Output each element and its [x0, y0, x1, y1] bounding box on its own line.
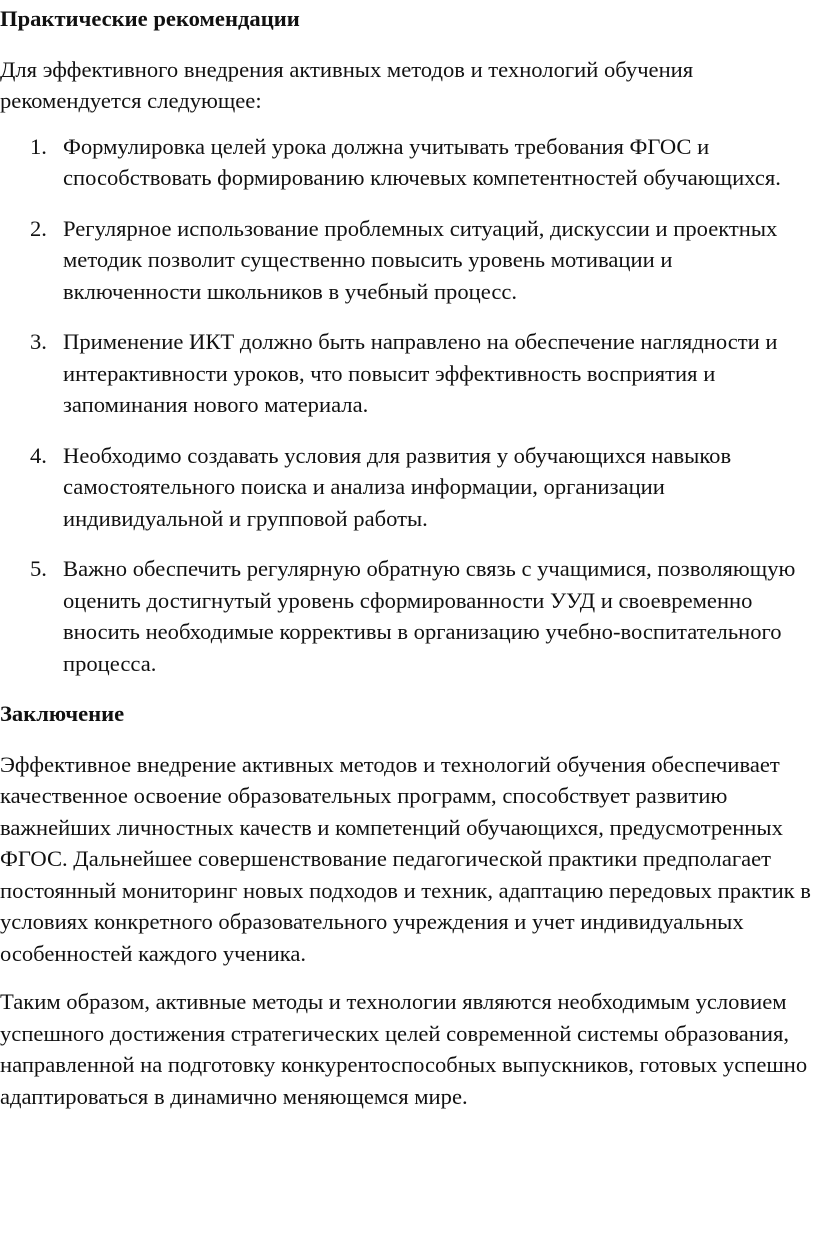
list-item-number: 5. [30, 556, 47, 581]
list-item-text: Применение ИКТ должно быть направлено на обеспечение наглядности и интерактивности уроков, что повысит эффективность восприятия и запоминания нового материала. [63, 329, 778, 417]
list-item-text: Важно обеспечить регулярную обратную связь с учащимися, позволяющую оценить достигнутый уровень сформированности УУД и своевременно вносить необходимые коррективы в организацию учебно-воспитательного процесса. [63, 556, 796, 676]
list-item [0, 553, 816, 679]
list-item-number: 2. [30, 215, 47, 241]
list-item-number: 1. [30, 133, 47, 159]
list-item-text: Необходимо создавать условия для развития у обучающихся навыков самостоятельного поиска и анализа информации, организации индивидуальной и групповой работы. [63, 442, 732, 531]
list-item [0, 131, 816, 194]
list-item [0, 440, 816, 535]
conclusion-paragraph-2: Таким образом, активные методы и технологии являются необходимым условием успешного достижения стратегических целей современной системы образования, направленной на подготовку конкурентоспособных выпускников, готовых успешно адаптироваться в динамично меняющемся мире. [0, 989, 808, 1109]
recommendations-list [0, 131, 816, 680]
list-item-text: Формулировка целей урока должна учитывать требования ФГОС и способствовать формированию ключевых компетентностей обучающихся. [63, 133, 781, 190]
list-item [0, 326, 816, 421]
recommendations-intro: Для эффективного внедрения активных методов и технологий обучения рекомендуется следующее: [0, 56, 694, 113]
list-item-number: 4. [30, 442, 47, 468]
list-item [0, 213, 816, 308]
list-item-number: 3. [30, 329, 47, 354]
recommendations-heading: Практические рекомендации [0, 6, 300, 31]
list-item-text: Регулярное использование проблемных ситуаций, дискуссии и проектных методик позволит существенно повысить уровень мотивации и включенности школьников в учебный процесс. [63, 215, 778, 304]
conclusion-paragraph-1: Эффективное внедрение активных методов и технологий обучения обеспечивает качественное освоение образовательных программ, способствует развитию важнейших личностных качеств и компетенций обучающихся, предусмотренных ФГОС. Дальнейшее совершенствование педагогической практики предполагает постоянный мониторинг новых подходов и техник, адаптацию передовых практик в условиях конкретного образовательного учреждения и учет индивидуальных особенностей каждого ученика. [0, 751, 811, 966]
conclusion-heading: Заключение [0, 701, 125, 726]
